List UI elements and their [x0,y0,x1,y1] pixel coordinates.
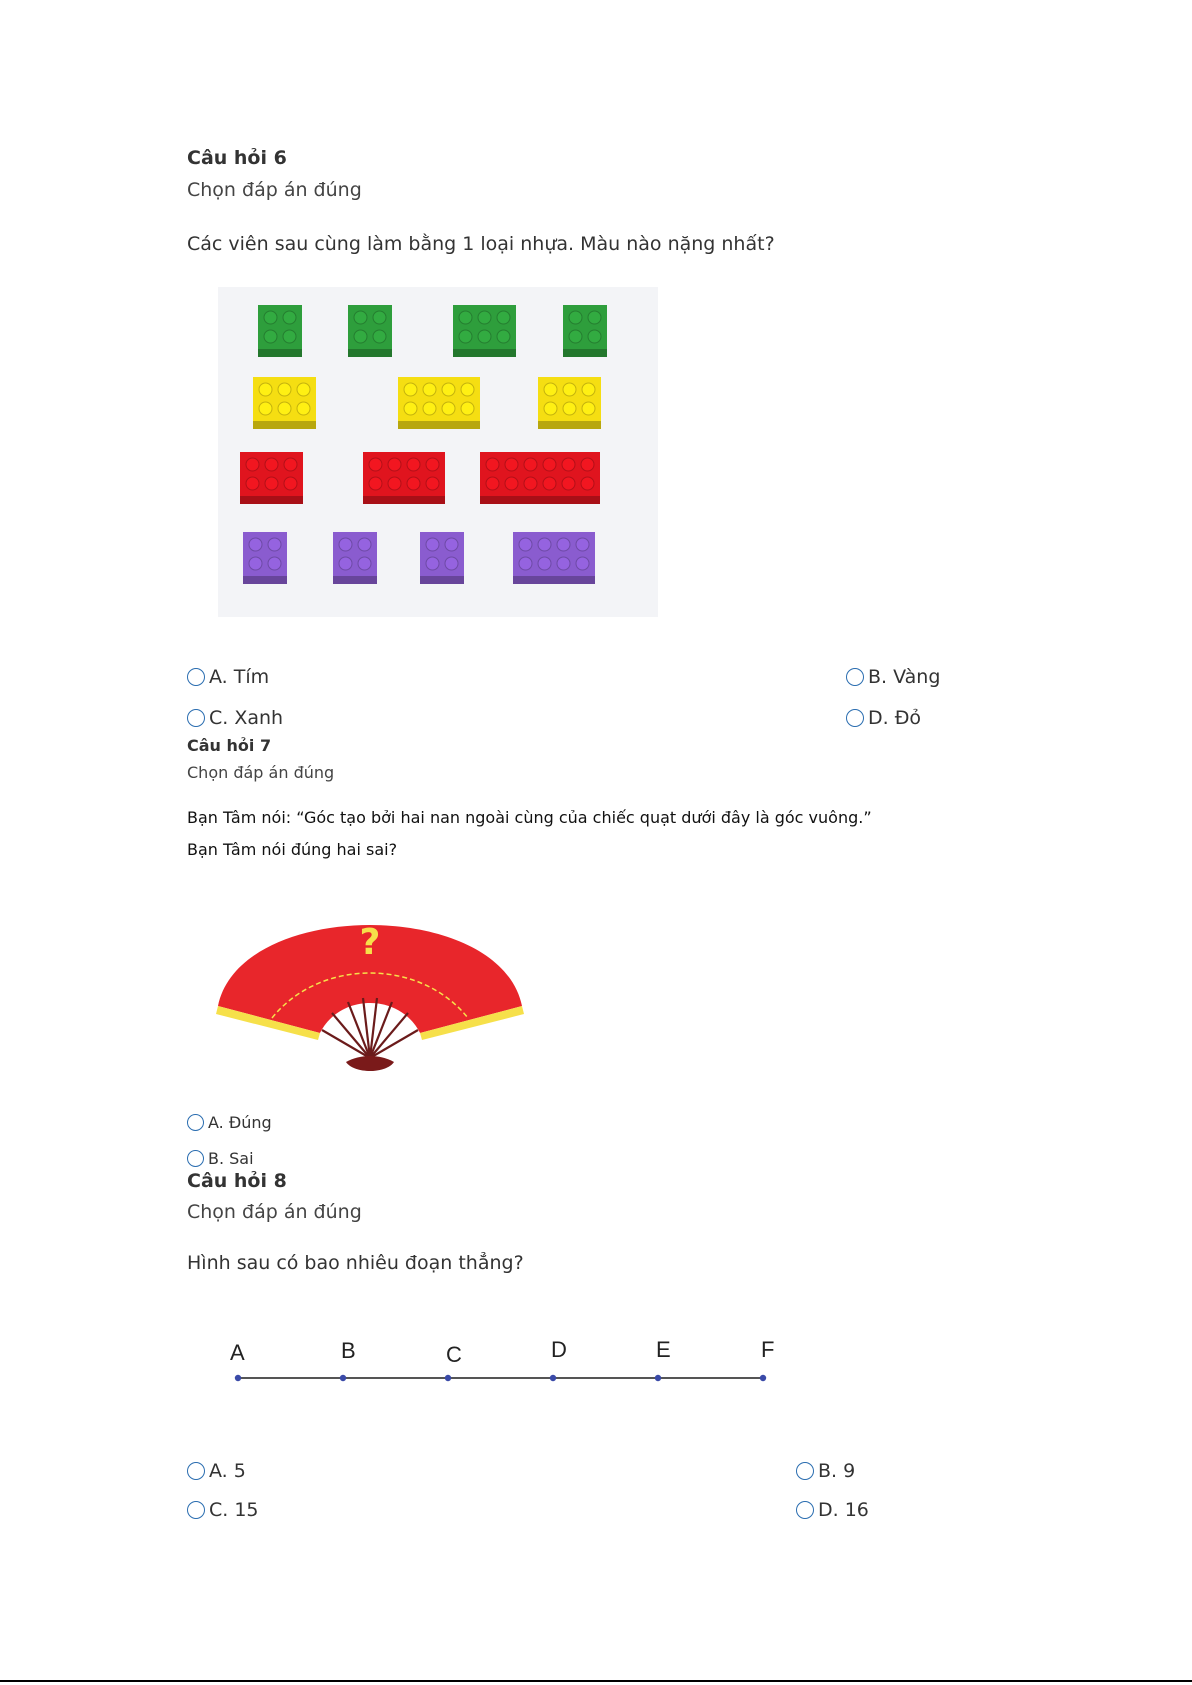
radio-circle-icon[interactable] [187,709,205,727]
lego-brick [240,452,303,504]
fan-handle [346,1056,394,1071]
q6-option-b[interactable] [846,666,940,688]
page-bottom-rule [0,1680,1192,1682]
q6-title: Câu hỏi 6 [187,147,287,169]
point-label-a: A [230,1340,245,1365]
q7-subtitle: Chọn đáp án đúng [187,763,335,782]
q8-title: Câu hỏi 8 [187,1170,287,1192]
lego-brick [480,452,600,504]
lego-brick [253,377,316,429]
q7-question-line2: Bạn Tâm nói đúng hai sai? [187,840,398,859]
q8-question: Hình sau có bao nhiêu đoạn thẳng? [187,1252,524,1274]
lego-brick [243,532,287,584]
q6-option-b-label: B. Vàng [868,666,941,688]
q6-option-d[interactable] [846,707,921,729]
lego-brick [420,532,464,584]
lego-brick [563,305,607,357]
q6-option-a[interactable] [187,666,269,688]
fan-image [210,878,530,1088]
point-a [235,1375,241,1381]
radio-circle-icon[interactable] [796,1462,814,1480]
radio-circle-icon[interactable] [846,668,864,686]
radio-circle-icon[interactable] [187,1150,204,1167]
point-c [445,1375,451,1381]
radio-circle-icon[interactable] [187,668,205,686]
lego-brick [348,305,392,357]
radio-circle-icon[interactable] [187,1114,204,1131]
point-label-f: F [761,1337,775,1362]
point-label-b: B [341,1338,356,1363]
q8-option-b-label: B. 9 [818,1460,856,1482]
lego-brick [453,305,516,357]
q8-option-a-label: A. 5 [209,1460,246,1482]
q8-option-d[interactable] [796,1499,869,1521]
point-label-c: C [446,1342,462,1367]
q8-option-c[interactable] [187,1499,259,1521]
fan-question-mark: ? [359,922,381,963]
point-b [340,1375,346,1381]
q8-option-b[interactable] [796,1460,855,1482]
q7-question-line1: Bạn Tâm nói: “Góc tạo bởi hai nan ngoài cùng của chiếc quạt dưới đây là góc vuông.” [187,808,872,827]
q8-subtitle: Chọn đáp án đúng [187,1201,362,1223]
radio-circle-icon[interactable] [796,1501,814,1519]
q7-option-b[interactable] [187,1149,254,1168]
lego-brick [538,377,601,429]
q7-option-b-label: B. Sai [208,1149,254,1168]
q6-option-a-label: A. Tím [209,666,270,688]
point-e [655,1375,661,1381]
point-label-d: D [551,1337,567,1362]
q7-title: Câu hỏi 7 [187,736,272,755]
lego-brick [398,377,480,429]
lego-brick [363,452,445,504]
q8-option-d-label: D. 16 [818,1499,869,1521]
q6-question: Các viên sau cùng làm bằng 1 loại nhựa. Màu nào nặng nhất? [187,233,775,255]
lego-brick [258,305,302,357]
q7-option-a[interactable] [187,1113,272,1132]
segment-figure [210,1320,790,1410]
lego-bricks-image [218,287,658,617]
radio-circle-icon[interactable] [187,1501,205,1519]
q6-option-c-label: C. Xanh [209,707,284,729]
q8-option-c-label: C. 15 [209,1499,259,1521]
q6-option-c[interactable] [187,707,283,729]
q7-option-a-label: A. Đúng [208,1113,272,1132]
lego-brick [333,532,377,584]
point-d [550,1375,556,1381]
q8-option-a[interactable] [187,1460,246,1482]
q6-option-d-label: D. Đỏ [868,707,922,729]
point-f [760,1375,766,1381]
point-label-e: E [656,1337,671,1362]
radio-circle-icon[interactable] [187,1462,205,1480]
q6-subtitle: Chọn đáp án đúng [187,179,362,201]
lego-brick [513,532,595,584]
radio-circle-icon[interactable] [846,709,864,727]
